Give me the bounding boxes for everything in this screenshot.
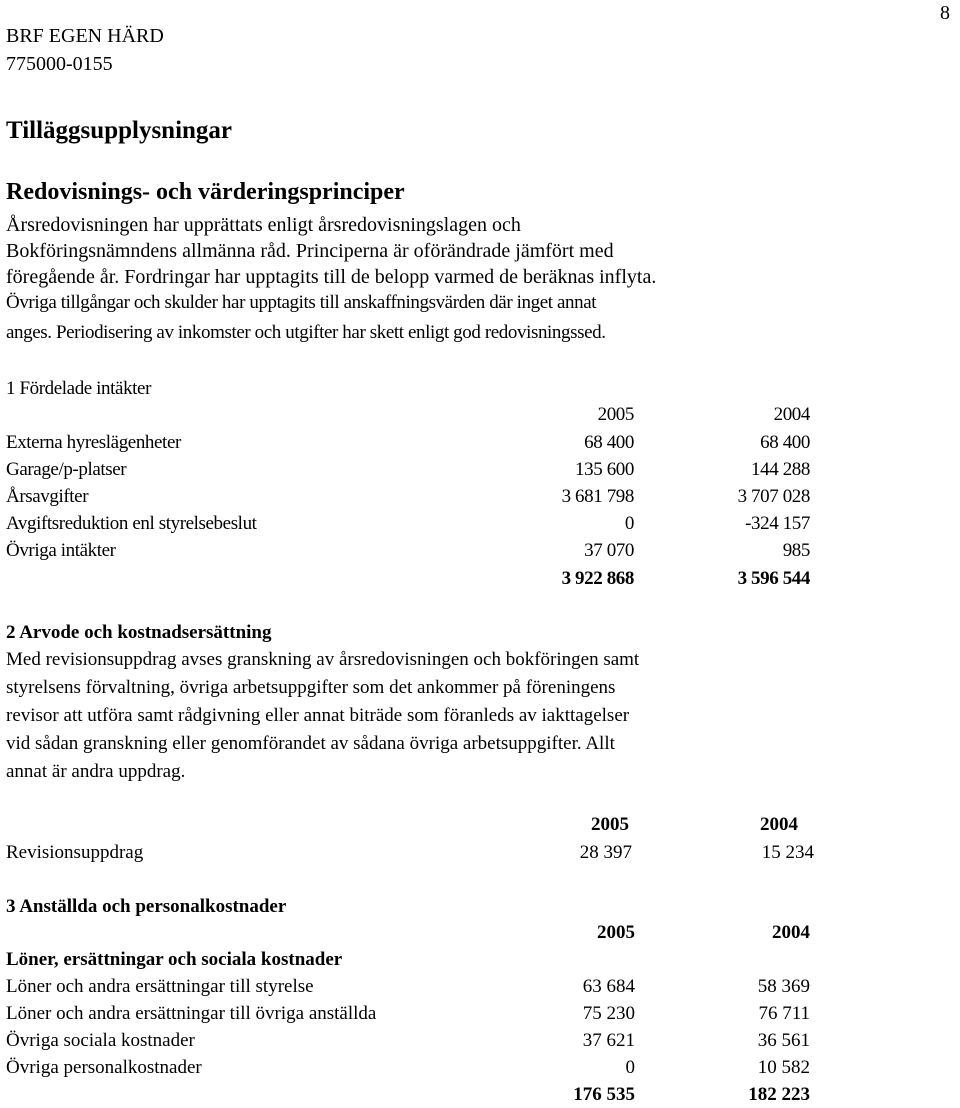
note1-col-2005: 2005 bbox=[597, 404, 634, 425]
note2-line: annat är andra uppdrag. bbox=[6, 761, 186, 782]
note3-total-2004: 182 223 bbox=[748, 1084, 810, 1105]
principles-heading: Redovisnings- och värderingsprinciper bbox=[6, 179, 405, 205]
table-cell-2005: 28 397 bbox=[579, 842, 632, 863]
principles-line: föregående år. Fordringar har upptagits till de belopp varmed de beräknas inflyta. bbox=[6, 266, 657, 288]
note3-heading: 3 Anställda och personalkostnader bbox=[6, 896, 287, 917]
note3-col-2005: 2005 bbox=[597, 922, 635, 943]
table-row-label: Övriga sociala kostnader bbox=[6, 1030, 195, 1051]
note2-line: vid sådan granskning eller genomförandet av sådana övriga arbetsuppgifter. Allt bbox=[6, 733, 615, 754]
table-cell-2004: -324 157 bbox=[745, 513, 810, 534]
table-row-label: Löner och andra ersättningar till övriga anställda bbox=[6, 1003, 377, 1024]
table-cell-2005: 63 684 bbox=[582, 976, 635, 997]
note1-col-2004: 2004 bbox=[773, 404, 810, 425]
table-cell-2004: 15 234 bbox=[761, 842, 814, 863]
note2-heading: 2 Arvode och kostnadsersättning bbox=[6, 622, 272, 643]
principles-line: Årsredovisningen har upprättats enligt årsredovisningslagen och bbox=[6, 214, 521, 236]
note1-heading: 1 Fördelade intäkter bbox=[6, 378, 152, 399]
table-cell-2004: 144 288 bbox=[751, 459, 810, 480]
table-cell-2005: 37 621 bbox=[582, 1030, 635, 1051]
note2-col-2004: 2004 bbox=[760, 814, 798, 835]
page-title: Tilläggsupplysningar bbox=[6, 117, 233, 144]
note2-line: styrelsens förvaltning, övriga arbetsuppgifter som det ankommer på föreningens bbox=[6, 677, 616, 698]
table-cell-2005: 0 bbox=[625, 1057, 635, 1078]
principles-line: anges. Periodisering av inkomster och utgifter har skett enligt god redovisningssed. bbox=[6, 322, 606, 343]
table-cell-2004: 68 400 bbox=[760, 432, 810, 453]
table-row-label: Övriga intäkter bbox=[6, 540, 116, 561]
note2-col-2005: 2005 bbox=[591, 814, 629, 835]
table-cell-2004: 76 711 bbox=[758, 1003, 810, 1024]
table-cell-2005: 135 600 bbox=[575, 459, 634, 480]
table-cell-2005: 37 070 bbox=[584, 540, 634, 561]
table-cell-2004: 36 561 bbox=[757, 1030, 810, 1051]
table-row-label: Övriga personalkostnader bbox=[6, 1057, 202, 1078]
note3-subheading: Löner, ersättningar och sociala kostnader bbox=[6, 949, 343, 970]
principles-line: Övriga tillgångar och skulder har upptagits till anskaffningsvärden där inget annat bbox=[6, 292, 597, 313]
table-cell-2005: 0 bbox=[624, 513, 634, 534]
table-cell-2004: 58 369 bbox=[757, 976, 810, 997]
table-row-label: Avgiftsreduktion enl styrelsebeslut bbox=[6, 513, 257, 534]
organization-number: 775000-0155 bbox=[6, 53, 113, 75]
note1-total-2005: 3 922 868 bbox=[561, 568, 634, 589]
table-row-label: Garage/p-platser bbox=[6, 459, 127, 480]
table-cell-2005: 3 681 798 bbox=[561, 486, 634, 507]
note3-col-2004: 2004 bbox=[772, 922, 810, 943]
organization-name: BRF EGEN HÄRD bbox=[6, 25, 164, 47]
table-cell-2004: 3 707 028 bbox=[737, 486, 810, 507]
note1-total-2004: 3 596 544 bbox=[737, 568, 810, 589]
note2-line: revisor att utföra samt rådgivning eller annat biträde som föranleds av iakttagelser bbox=[6, 705, 630, 726]
table-row-label: Löner och andra ersättningar till styrelse bbox=[6, 976, 314, 997]
note3-total-2005: 176 535 bbox=[573, 1084, 635, 1105]
principles-line: Bokföringsnämndens allmänna råd. Principerna är oförändrade jämfört med bbox=[6, 240, 614, 262]
table-cell-2004: 10 582 bbox=[757, 1057, 810, 1078]
table-cell-2005: 68 400 bbox=[584, 432, 634, 453]
table-cell-2004: 985 bbox=[782, 540, 810, 561]
table-row-label: Externa hyreslägenheter bbox=[6, 432, 181, 453]
note2-line: Med revisionsuppdrag avses granskning av årsredovisningen och bokföringen samt bbox=[6, 649, 640, 670]
page-number: 8 bbox=[940, 2, 950, 24]
table-row-label: Årsavgifter bbox=[6, 486, 89, 507]
table-row-label: Revisionsuppdrag bbox=[6, 842, 144, 863]
table-cell-2005: 75 230 bbox=[582, 1003, 635, 1024]
